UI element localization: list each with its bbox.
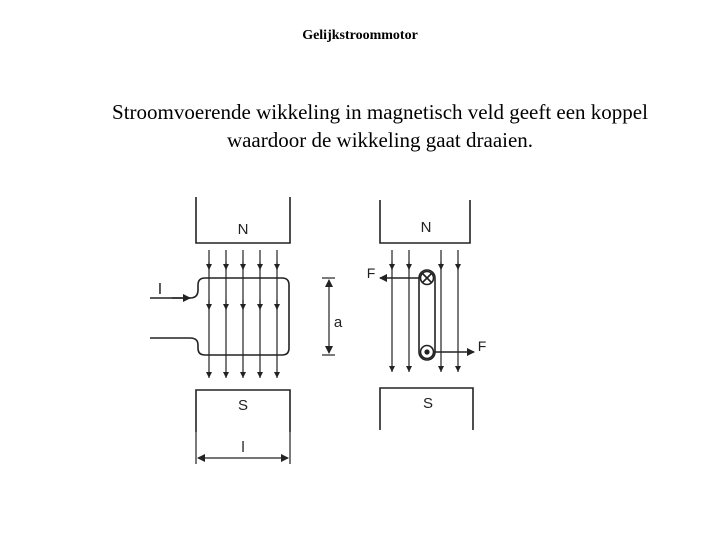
left-length-label: l [241,439,245,456]
left-height-label: a [333,314,343,331]
caption-line-1: Stroomvoerende wikkeling in magnetisch veld geeft een koppel [112,100,648,124]
conductor-into-page-icon [421,272,434,285]
right-force-top-label: F [366,265,376,281]
left-coil [150,278,289,355]
left-current-label: I [157,281,163,298]
right-force-bottom-label: F [477,338,487,354]
left-north-label: N [237,221,249,238]
caption-line-2: waardoor de wikkeling gaat draaien. [226,128,534,152]
right-south-label: S [422,395,434,412]
slide-title: Gelijkstroommotor [302,28,418,43]
conductor-out-of-page-icon [421,346,434,359]
left-south-label: S [237,397,249,414]
left-field-lines [209,250,277,378]
right-north-label: N [420,219,432,236]
